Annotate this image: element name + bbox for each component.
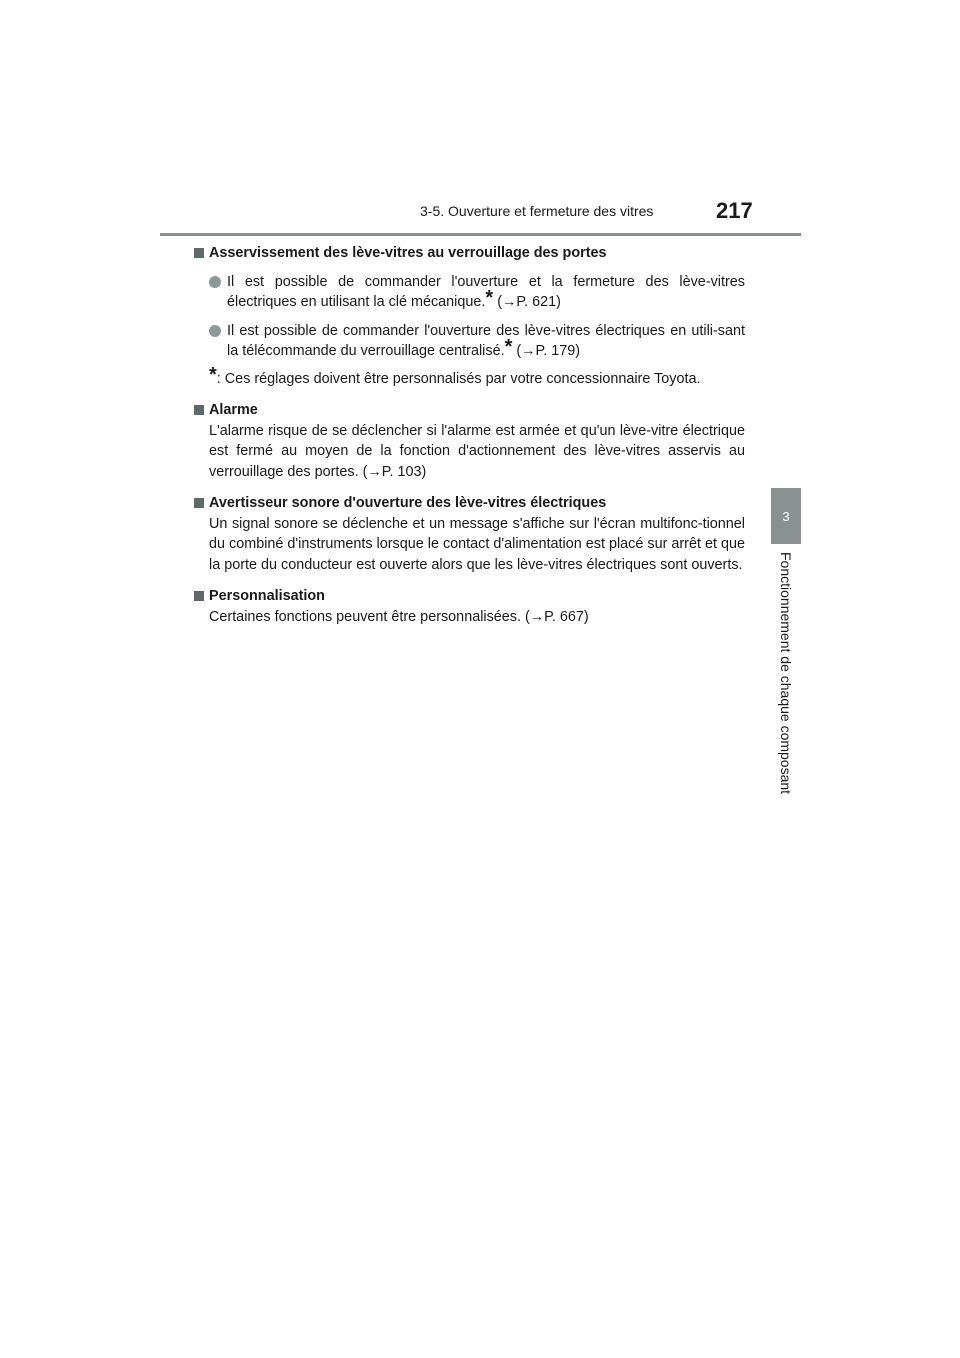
page-reference: (→P. 621) <box>497 294 561 310</box>
section-body: Certaines fonctions peuvent être personnalisées. (→P. 667) <box>209 608 589 625</box>
chapter-tab <box>771 488 801 544</box>
section-heading: Asservissement des lève-vitres au verrouillage des portes <box>209 243 745 264</box>
circle-bullet-icon <box>209 325 221 337</box>
chapter-title: Fonctionnement de chaque composant <box>778 552 794 795</box>
section-avertisseur <box>209 493 745 575</box>
section-body: L'alarme risque de se déclencher si l'alarme est armée et qu'un lève-vitre électrique est fermé au moyen de la fonction d'actionnement des lève-vitres asservis au verrouillage des portes. (→P. 103) <box>209 422 745 480</box>
square-bullet-icon <box>194 498 204 508</box>
page-reference: (→P. 179) <box>516 343 581 359</box>
section-asservissement <box>209 243 745 389</box>
section-heading: Alarme <box>209 400 745 421</box>
footnote: *: Ces réglages doivent être personnalisés par votre concessionnaire Toyota. <box>209 363 701 387</box>
square-bullet-icon <box>194 405 204 415</box>
square-bullet-icon <box>194 248 204 258</box>
chapter-number: 3 <box>782 508 790 524</box>
section-heading: Avertisseur sonore d'ouverture des lève-vitres électriques <box>209 493 745 514</box>
list-item: Il est possible de commander l'ouverture des lève-vitres électriques en utili-sant la télécommande du verrouillage centralisé.* (→P. 179) <box>209 321 745 362</box>
circle-bullet-icon <box>209 276 221 288</box>
list-item: Il est possible de commander l'ouverture et la fermeture des lève-vitres électriques en utilisant la clé mécanique.* (→P. 621) <box>209 272 745 313</box>
header-section-title: 3-5. Ouverture et fermeture des vitres <box>420 203 654 219</box>
section-alarme <box>209 400 745 482</box>
square-bullet-icon <box>194 591 204 601</box>
header-divider <box>160 233 801 236</box>
section-body: Un signal sonore se déclenche et un message s'affiche sur l'écran multifonc-tionnel du combiné d'instruments lorsque le contact d'alimentation est placé sur arrêt et que la porte du conducteur est ouverte alors que les lève-vitres électriques sont ouverts. <box>209 515 745 573</box>
section-personnalisation <box>209 586 745 627</box>
page-content <box>209 243 745 627</box>
page-number: 217 <box>716 198 753 223</box>
section-heading: Personnalisation <box>209 586 745 607</box>
